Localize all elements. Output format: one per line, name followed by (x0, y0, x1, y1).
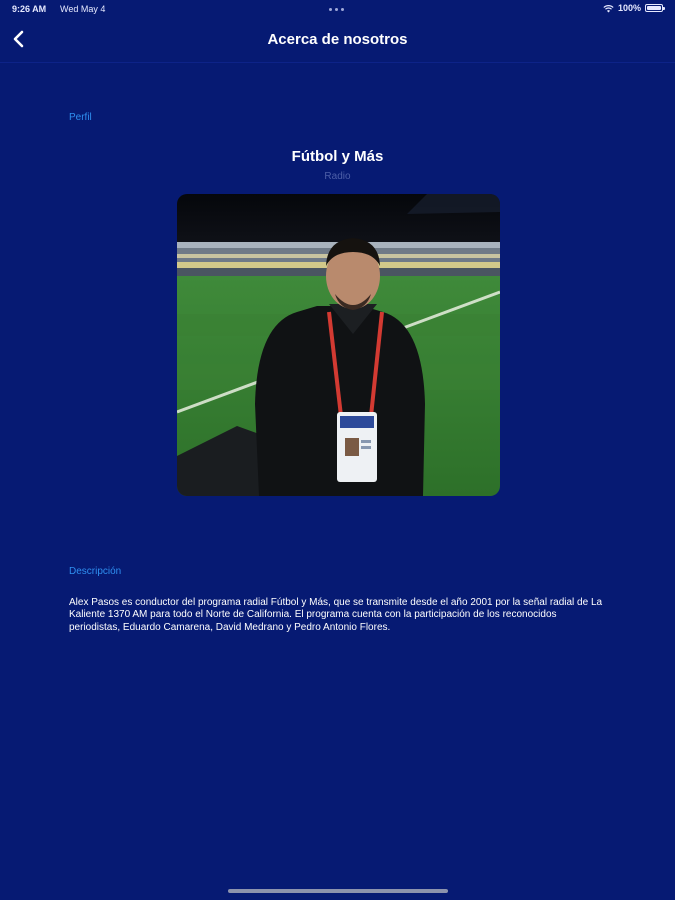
page-title: Acerca de nosotros (267, 31, 408, 48)
home-indicator[interactable] (228, 889, 448, 893)
description-section-label: Descripción (69, 566, 122, 577)
description-text: Alex Pasos es conductor del programa radial Fútbol y Más, que se transmite desde el año 2001 por la señal radial de La Kaliente 1370 AM para todo el Norte de California. El programa cuenta con la participación de los reconocidos periodistas, Eduardo Camarena, David Medrano y Pedro Antonio Flores. (69, 597, 603, 633)
show-category: Radio (324, 171, 351, 182)
battery-icon (645, 4, 663, 12)
profile-section-label: Perfil (69, 112, 92, 123)
status-bar (0, 0, 675, 18)
status-right (603, 3, 663, 13)
status-time: 9:26 AM (12, 4, 47, 14)
status-date: Wed May 4 (60, 4, 106, 14)
wifi-icon (603, 4, 614, 13)
show-name: Fútbol y Más (291, 148, 384, 165)
battery-percentage: 100% (617, 3, 641, 13)
multitasking-dots-icon[interactable] (329, 8, 344, 11)
host-photo (177, 194, 500, 496)
navigation-bar (0, 18, 675, 63)
